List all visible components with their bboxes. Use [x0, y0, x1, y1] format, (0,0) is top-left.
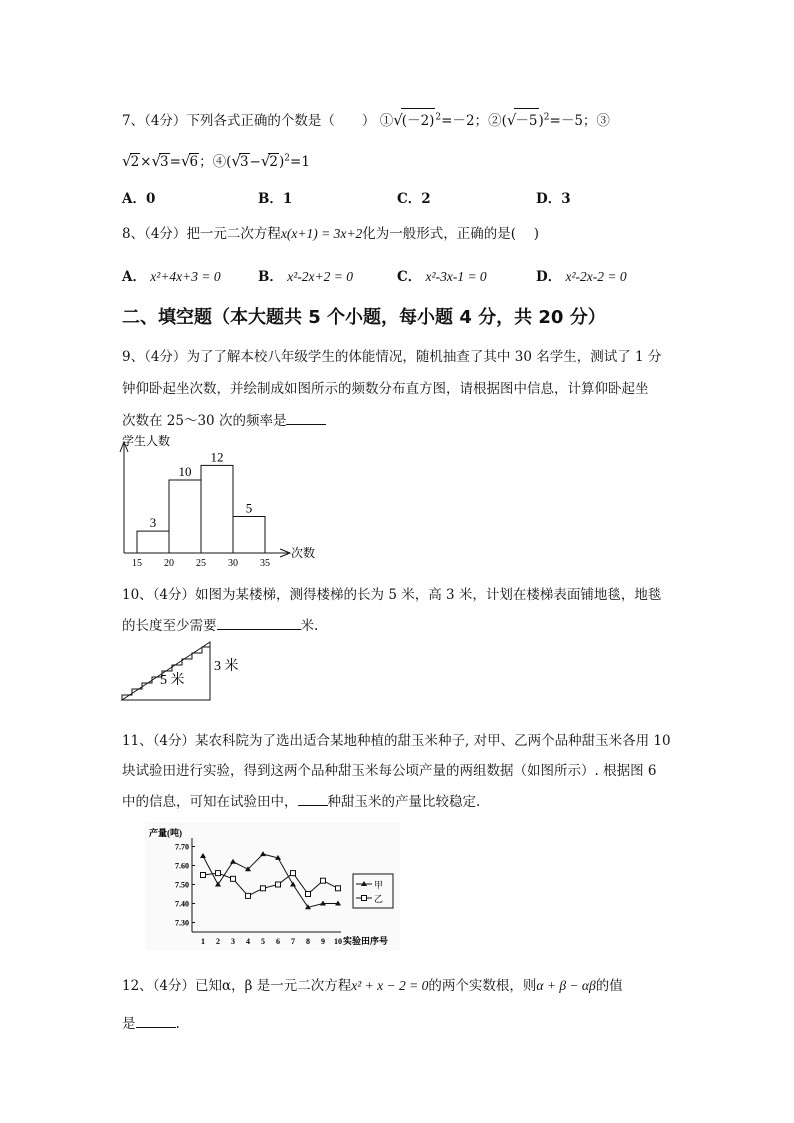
- q11-line1: 11、（4分）某农科院为了选出适合某地种植的甜玉米种子, 对甲、乙两个品种甜玉米各用 10: [122, 733, 671, 749]
- q8-equation: x(x+1) = 3x+2: [280, 226, 363, 241]
- stairs-height-label: 3 米: [214, 659, 239, 674]
- linechart-x-tick: 4: [246, 937, 250, 946]
- linechart-point-乙: [306, 892, 311, 897]
- histogram-bar-15-20: [137, 531, 169, 553]
- histogram-x-tick: 30: [228, 558, 238, 567]
- q9-line2: 钟仰卧起坐次数，并绘制成如图所示的频数分布直方图，请根据图中信息，计算仰卧起坐: [122, 381, 649, 397]
- linechart-point-乙: [246, 893, 251, 898]
- q11-line3: 中的信息，可知在试验田中， 种甜玉米的产量比较稳定.: [122, 794, 481, 810]
- linechart-point-乙: [276, 882, 281, 887]
- q7-item3-label: ③: [596, 113, 610, 129]
- q9-answer-blank[interactable]: [286, 412, 326, 425]
- linechart-point-乙: [261, 886, 266, 891]
- linechart-x-tick: 1: [201, 937, 205, 946]
- q8-option-a[interactable]: A． x²+4x+3 = 0: [122, 269, 221, 285]
- q7-points: （4分）: [144, 113, 187, 129]
- q7-line2: √2×√3=√6；$④(√3-√2)^2=1$: [122, 152, 310, 170]
- linechart-point-乙: [231, 876, 236, 881]
- histogram-value-label: 10: [178, 464, 192, 479]
- stairs-hyp-label: 5 米: [160, 673, 185, 688]
- linechart-point-乙: [201, 873, 206, 878]
- q11-answer-blank[interactable]: [298, 793, 328, 806]
- q7-item1: $①√(-2)^2=-2$；: [380, 113, 488, 129]
- q10-line2: 的长度至少需要 米.: [122, 618, 319, 634]
- q7-option-d[interactable]: D．3: [536, 191, 571, 207]
- q7-option-b[interactable]: B．1: [258, 191, 293, 207]
- linechart-x-tick: 7: [291, 937, 295, 946]
- histogram-ylabel: 学生人数: [122, 434, 171, 448]
- histogram-x-tick: 20: [164, 558, 174, 567]
- q11-line-chart: [145, 822, 400, 950]
- linechart-x-tick: 10: [334, 937, 342, 946]
- linechart-x-tick: 6: [276, 937, 280, 946]
- q9-line1: 9、（4分）为了了解本校八年级学生的体能情况，随机抽查了其中 30 名学生，测试了 1 分: [122, 349, 662, 365]
- histogram-x-tick: 25: [196, 558, 206, 567]
- linechart-y-tick: 7.60: [175, 861, 189, 871]
- linechart-y-tick: 7.30: [175, 918, 189, 928]
- linechart-x-tick: 2: [216, 937, 220, 946]
- linechart-point-乙: [291, 871, 296, 876]
- histogram-value-label: 5: [245, 500, 253, 516]
- q10-stairs-figure: [118, 638, 248, 704]
- linechart-point-乙: [321, 878, 326, 883]
- q12-line2: 是 .: [122, 1016, 180, 1032]
- histogram-xlabel: 次数: [291, 546, 316, 560]
- linechart-xlabel: 实验田序号: [343, 936, 389, 946]
- q7-number: 7、: [122, 113, 145, 129]
- linechart-x-tick: 8: [306, 937, 310, 946]
- q12-equation: x² + x − 2 = 0: [351, 978, 429, 993]
- q7-item2: $②(√-5)^2=-5$；: [488, 113, 596, 129]
- q9-histogram: [110, 432, 330, 567]
- histogram-value-label: 3: [149, 515, 157, 531]
- histogram-x-tick: 35: [260, 558, 270, 567]
- q7-line1: [122, 108, 610, 129]
- histogram-bar-25-30: [201, 465, 233, 553]
- section2-title: 二、填空题（本大题共 5 个小题，每小题 4 分，共 20 分）: [122, 307, 606, 328]
- histogram-value-label: 12: [210, 449, 224, 465]
- q11-line2: 块试验田进行实验，得到这两个品种甜玉米每公顷产量的两组数据（如图所示）. 根据图 6: [122, 763, 657, 779]
- linechart-point-乙: [336, 886, 341, 891]
- linechart-y-tick: 7.40: [175, 899, 189, 909]
- linechart-x-tick: 5: [261, 937, 265, 946]
- q10-answer-blank[interactable]: [217, 617, 301, 630]
- q12-answer-blank[interactable]: [136, 1015, 176, 1028]
- histogram-bar-20-25: [169, 480, 201, 553]
- histogram-x-tick: 15: [132, 558, 142, 567]
- q7-option-a[interactable]: A．0: [122, 191, 156, 207]
- q7-stem: 下列各式正确的个数是（ ）: [186, 113, 376, 129]
- histogram-bar-30-35: [233, 517, 265, 554]
- q8-option-c[interactable]: C． x²-3x-1 = 0: [397, 269, 487, 285]
- q9-line3: 次数在 25～30 次的频率是: [122, 409, 326, 429]
- linechart-x-tick: 3: [231, 937, 235, 946]
- linechart-point-乙: [216, 871, 221, 876]
- linechart-x-tick: 9: [321, 937, 325, 946]
- linechart-ylabel: 产量(吨): [149, 828, 182, 838]
- q12-line1: 12、（4分）已知α，β 是一元二次方程x² + x − 2 = 0的两个实数根，则α + β − αβ的值: [122, 978, 623, 994]
- q10-line1: 10、（4分）如图为某楼梯，测得楼梯的长为 5 米，高 3 米，计划在楼梯表面铺地毯，地毯: [122, 587, 662, 603]
- legend-yi: 乙: [374, 894, 384, 904]
- q8-option-b[interactable]: B． x²-2x+2 = 0: [258, 269, 353, 285]
- legend-jia: 甲: [374, 880, 384, 890]
- linechart-y-tick: 7.50: [175, 880, 189, 890]
- q8-stem: 8、（4分）把一元二次方程x(x+1) = 3x+2化为一般形式，正确的是( ): [122, 226, 540, 242]
- q8-option-d[interactable]: D． x²-2x-2 = 0: [536, 269, 627, 285]
- linechart-y-tick: 7.70: [175, 842, 189, 852]
- q7-option-c[interactable]: C．2: [397, 191, 431, 207]
- q12-expression: α + β − αβ: [536, 978, 596, 993]
